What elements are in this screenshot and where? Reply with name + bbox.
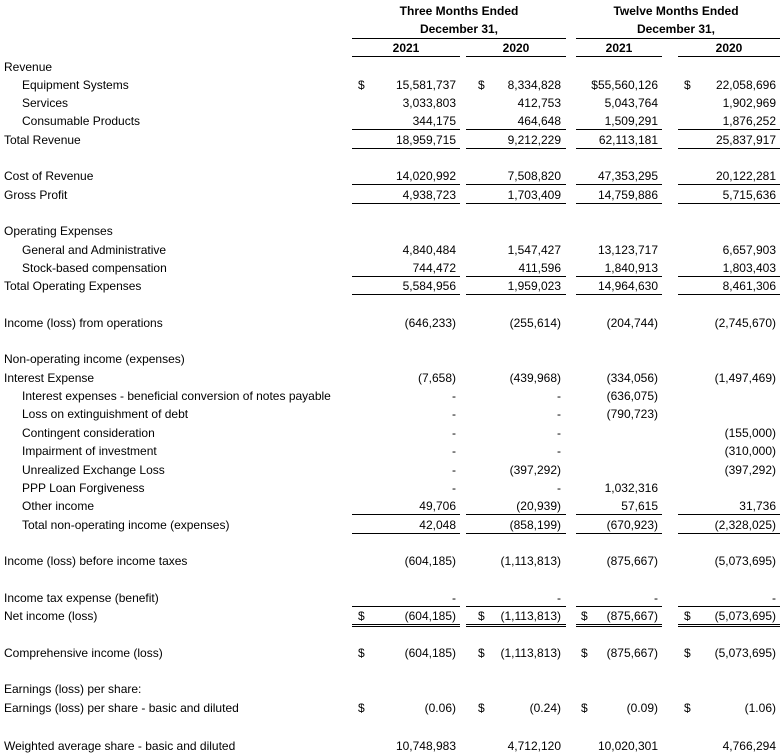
cell-value: 57,615 <box>621 499 658 513</box>
cell-value: (2,745,670) <box>714 316 776 330</box>
cell-value: - <box>452 407 456 421</box>
cell-value: 14,964,630 <box>597 279 658 293</box>
year-header-4: 2020 <box>715 41 743 55</box>
dollar-sign: $ <box>358 646 365 660</box>
dollar-sign: $ <box>478 701 485 715</box>
row-general-and-administrative <box>0 241 780 259</box>
row-interest-expense <box>0 369 780 387</box>
cell-value: (155,000) <box>724 426 776 440</box>
row-cost-of-revenue <box>0 167 780 185</box>
cell-value: 1,703,409 <box>507 188 561 202</box>
row-income-tax-expense-benefit <box>0 589 780 607</box>
row-net-income-loss <box>0 607 780 625</box>
cell-value: (0.09) <box>626 701 658 715</box>
header-three-months-line1: Three Months Ended <box>399 4 519 18</box>
cell-value: (790,723) <box>606 407 658 421</box>
cell-value: 8,461,306 <box>722 279 776 293</box>
row-gross-profit <box>0 186 780 204</box>
cell-value: 1,032,316 <box>604 481 658 495</box>
row-label: Total Operating Expenses <box>4 279 142 293</box>
cell-value: (636,075) <box>606 389 658 403</box>
cell-value: 4,840,484 <box>402 243 456 257</box>
cell-value: 1,803,403 <box>722 261 776 275</box>
year-underline-4 <box>678 56 780 57</box>
cell-value: - <box>452 426 456 440</box>
cell-value: 20,122,281 <box>715 169 776 183</box>
cell-value: 42,048 <box>419 518 456 532</box>
cell-value: 47,353,295 <box>597 169 658 183</box>
cell-value: $55,560,126 <box>591 78 658 92</box>
cell-value: 5,715,636 <box>722 188 776 202</box>
dollar-sign: $ <box>581 646 588 660</box>
cell-value: (334,056) <box>606 371 658 385</box>
cell-value: (858,199) <box>509 518 561 532</box>
underline <box>678 533 780 534</box>
double-underline <box>576 624 662 627</box>
cell-value: (1,113,813) <box>500 609 561 623</box>
dollar-sign: $ <box>478 609 485 623</box>
year-underline-1 <box>352 56 460 57</box>
row-income-loss-from-operations <box>0 314 780 332</box>
underline <box>576 203 662 204</box>
dollar-sign: $ <box>358 701 365 715</box>
cell-value: 3,033,803 <box>402 96 456 110</box>
year-header-1: 2021 <box>392 41 420 55</box>
row-label: Gross Profit <box>4 188 68 202</box>
underline <box>576 294 662 295</box>
cell-value: (875,667) <box>606 554 658 568</box>
cell-value: (397,292) <box>724 463 776 477</box>
cell-value: 22,058,696 <box>715 78 776 92</box>
dollar-sign: $ <box>478 646 485 660</box>
cell-value: 8,334,828 <box>507 78 561 92</box>
row-label: Operating Expenses <box>4 224 113 238</box>
cell-value: (604,185) <box>404 646 456 660</box>
row-earnings-loss-per-share-basic-and-diluted <box>0 699 780 717</box>
underline <box>466 514 566 515</box>
cell-value: (439,968) <box>509 371 561 385</box>
row-label: Services <box>22 96 69 110</box>
row-label: General and Administrative <box>22 243 167 257</box>
cell-value: (1,113,813) <box>500 554 561 568</box>
cell-value: - <box>654 591 658 605</box>
row-ppp-loan-forgiveness <box>0 479 780 497</box>
cell-value: 344,175 <box>412 114 456 128</box>
cell-value: (5,073,695) <box>714 554 776 568</box>
underline <box>466 184 566 185</box>
row-label: Net income (loss) <box>4 609 98 623</box>
cell-value: 18,959,715 <box>395 133 456 147</box>
row-consumable-products <box>0 112 780 130</box>
row-total-revenue <box>0 131 780 149</box>
underline <box>678 203 780 204</box>
cell-value: 744,472 <box>412 261 456 275</box>
cell-value: (204,744) <box>606 316 658 330</box>
cell-value: - <box>557 389 561 403</box>
dollar-sign: $ <box>358 78 365 92</box>
cell-value: (2,328,025) <box>714 518 776 532</box>
cell-value: (397,292) <box>509 463 561 477</box>
dollar-sign: $ <box>684 609 691 623</box>
row-label: Earnings (loss) per share - basic and diluted <box>4 701 239 715</box>
row-unrealized-exchange-loss <box>0 461 780 479</box>
cell-value: - <box>452 444 456 458</box>
cell-value: (604,185) <box>404 609 456 623</box>
header-twelve-months-line1: Twelve Months Ended <box>613 4 739 18</box>
underline <box>352 514 460 515</box>
cell-value: - <box>772 591 776 605</box>
cell-value: (310,000) <box>724 444 776 458</box>
double-underline <box>466 624 566 627</box>
double-underline <box>678 624 780 627</box>
cell-value: (5,073,695) <box>714 609 776 623</box>
underline <box>576 184 662 185</box>
cell-value: 7,508,820 <box>507 169 561 183</box>
row-label: Other income <box>22 499 95 513</box>
cell-value: 1,840,913 <box>604 261 658 275</box>
row-loss-on-extinguishment-of-debt <box>0 405 780 423</box>
year-underline-3 <box>576 56 662 57</box>
row-equipment-systems <box>0 76 780 94</box>
underline <box>352 533 460 534</box>
underline <box>678 514 780 515</box>
row-label: Impairment of investment <box>22 444 157 458</box>
underline <box>352 129 460 130</box>
underline <box>576 533 662 534</box>
cell-value: (0.06) <box>424 701 456 715</box>
row-label: Contingent consideration <box>22 426 155 440</box>
underline <box>352 148 460 149</box>
underline <box>576 514 662 515</box>
row-total-non-operating-income-expenses <box>0 516 780 534</box>
cell-value: 25,837,917 <box>715 133 776 147</box>
header-three-months-line2: December 31, <box>419 22 499 36</box>
cell-value: (1,497,469) <box>714 371 776 385</box>
row-label: Unrealized Exchange Loss <box>22 463 165 477</box>
underline <box>678 148 780 149</box>
cell-value: 10,020,301 <box>597 739 658 753</box>
row-label: Income tax expense (benefit) <box>4 591 159 605</box>
cell-value: 1,509,291 <box>604 114 658 128</box>
row-label: Income (loss) from operations <box>4 316 163 330</box>
cell-value: (0.24) <box>529 701 561 715</box>
cell-value: 15,581,737 <box>395 78 456 92</box>
cell-value: 14,020,992 <box>395 169 456 183</box>
cell-value: 1,547,427 <box>507 243 561 257</box>
cell-value: 4,712,120 <box>507 739 561 753</box>
underline <box>352 184 460 185</box>
row-contingent-consideration <box>0 424 780 442</box>
underline <box>352 294 460 295</box>
cell-value: 4,766,294 <box>722 739 776 753</box>
row-label: Total Revenue <box>4 133 81 147</box>
underline <box>466 294 566 295</box>
row-non-operating-income-expenses <box>0 350 780 368</box>
row-label: Interest expenses - beneficial conversion of notes payable <box>22 389 331 403</box>
cell-value: 1,902,969 <box>722 96 776 110</box>
dollar-sign: $ <box>581 701 588 715</box>
row-services <box>0 94 780 112</box>
underline <box>576 148 662 149</box>
row-label: Total non-operating income (expenses) <box>22 518 230 532</box>
cell-value: (875,667) <box>606 646 658 660</box>
cell-value: (1,113,813) <box>500 646 561 660</box>
cell-value: (646,233) <box>404 316 456 330</box>
dollar-sign: $ <box>684 701 691 715</box>
underline <box>466 203 566 204</box>
cell-value: 4,938,723 <box>402 188 456 202</box>
header-twelve-months-line2: December 31, <box>636 22 716 36</box>
row-weighted-average-share-basic-and-diluted <box>0 737 780 755</box>
cell-value: - <box>557 426 561 440</box>
cell-value: 1,876,252 <box>722 114 776 128</box>
cell-value: 13,123,717 <box>597 243 658 257</box>
row-total-operating-expenses <box>0 277 780 295</box>
underline <box>466 533 566 534</box>
row-label: Income (loss) before income taxes <box>4 554 188 568</box>
underline <box>678 129 780 130</box>
cell-value: (7,658) <box>417 371 456 385</box>
cell-value: - <box>452 463 456 477</box>
cell-value: 62,113,181 <box>598 133 658 147</box>
cell-value: 14,759,886 <box>597 188 658 202</box>
year-header-2: 2020 <box>502 41 530 55</box>
row-label: Earnings (loss) per share: <box>4 682 142 696</box>
cell-value: (1.06) <box>744 701 776 715</box>
underline <box>352 203 460 204</box>
dollar-sign: $ <box>478 78 485 92</box>
cell-value: 6,657,903 <box>722 243 776 257</box>
row-label: Stock-based compensation <box>22 261 167 275</box>
row-earnings-loss-per-share <box>0 680 780 698</box>
row-interest-expenses-beneficial-conversion-of-notes-payable <box>0 387 780 405</box>
cell-value: 464,648 <box>517 114 561 128</box>
row-other-income <box>0 497 780 515</box>
cell-value: - <box>557 481 561 495</box>
dollar-sign: $ <box>684 78 691 92</box>
row-label: Comprehensive income (loss) <box>4 646 163 660</box>
row-income-loss-before-income-taxes <box>0 552 780 570</box>
row-label: Interest Expense <box>4 371 95 385</box>
row-label: Revenue <box>4 60 53 74</box>
cell-value: - <box>557 407 561 421</box>
row-stock-based-compensation <box>0 259 780 277</box>
row-revenue <box>0 58 780 76</box>
row-comprehensive-income-loss <box>0 644 780 662</box>
cell-value: - <box>557 444 561 458</box>
cell-value: (255,614) <box>509 316 561 330</box>
cell-value: 31,736 <box>739 499 776 513</box>
cell-value: 5,584,956 <box>402 279 456 293</box>
row-label: Weighted average share - basic and diluted <box>4 739 236 753</box>
cell-value: 10,748,983 <box>395 739 456 753</box>
row-label: Loss on extinguishment of debt <box>22 407 189 421</box>
row-impairment-of-investment <box>0 442 780 460</box>
cell-value: 1,959,023 <box>507 279 561 293</box>
cell-value: - <box>452 481 456 495</box>
cell-value: (670,923) <box>606 518 658 532</box>
row-label: Consumable Products <box>22 114 141 128</box>
cell-value: 412,753 <box>517 96 561 110</box>
year-underline-2 <box>466 56 566 57</box>
underline <box>466 129 566 130</box>
underline <box>576 129 662 130</box>
dollar-sign: $ <box>358 609 365 623</box>
cell-value: (604,185) <box>404 554 456 568</box>
underline <box>466 148 566 149</box>
cell-value: - <box>452 591 456 605</box>
dollar-sign: $ <box>684 646 691 660</box>
row-operating-expenses <box>0 222 780 240</box>
cell-value: (875,667) <box>606 609 658 623</box>
cell-value: (20,939) <box>516 499 561 513</box>
row-label: Non-operating income (expenses) <box>4 352 185 366</box>
double-underline <box>352 624 460 627</box>
cell-value: 9,212,229 <box>507 133 561 147</box>
underline <box>678 294 780 295</box>
underline <box>678 184 780 185</box>
cell-value: 411,596 <box>518 261 561 275</box>
row-label: Equipment Systems <box>22 78 129 92</box>
dollar-sign: $ <box>581 609 588 623</box>
cell-value: - <box>452 389 456 403</box>
row-label: PPP Loan Forgiveness <box>22 481 145 495</box>
year-header-3: 2021 <box>605 41 633 55</box>
cell-value: 49,706 <box>419 499 456 513</box>
cell-value: - <box>557 591 561 605</box>
cell-value: 5,043,764 <box>604 96 658 110</box>
cell-value: (5,073,695) <box>714 646 776 660</box>
row-label: Cost of Revenue <box>4 169 94 183</box>
